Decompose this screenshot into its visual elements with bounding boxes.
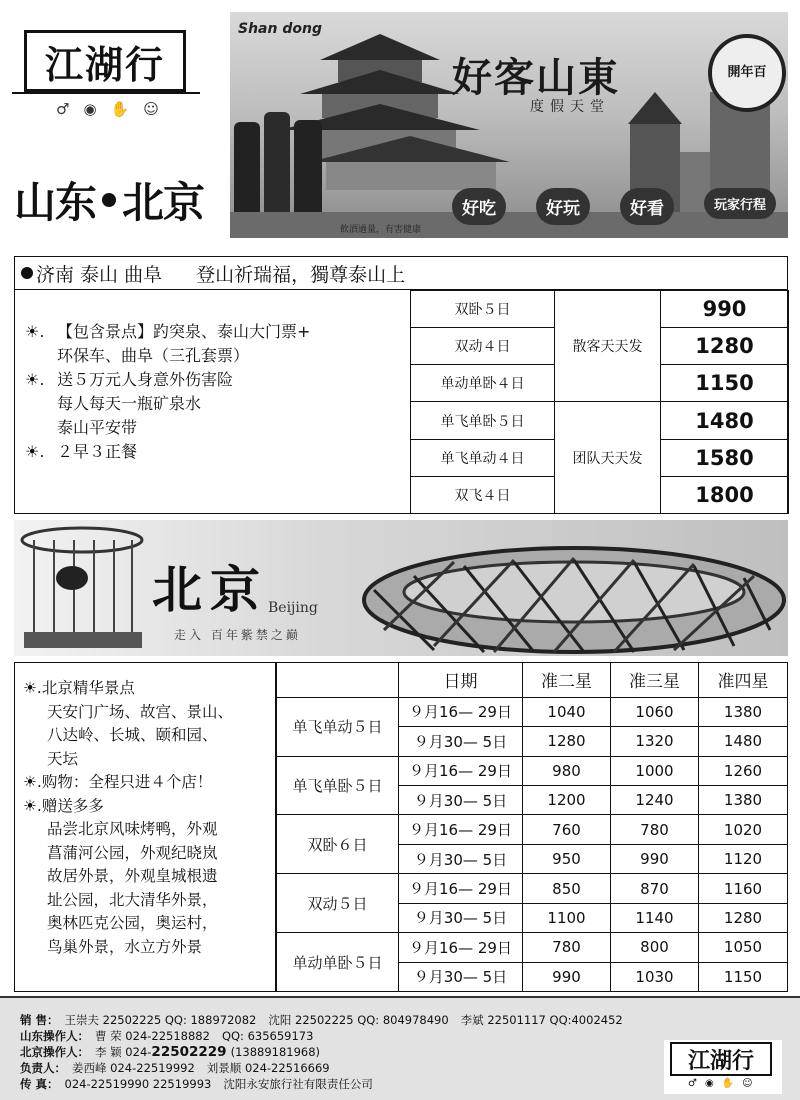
hero-tag: 玩家行程 (704, 188, 776, 219)
table-row (411, 402, 789, 439)
beijing-features (14, 662, 276, 992)
footer-contact: 李 颖 024- (95, 1045, 152, 1059)
feature-text: 送５万元人身意外伤害险 (57, 370, 234, 389)
trip-name: 双卧６日 (277, 815, 399, 874)
hero-slogan: 好客山東 (452, 54, 620, 101)
feature-title: 购物：全程只进４个店！ (41, 773, 213, 791)
route-title-right: 北京 (122, 178, 205, 227)
price-cell: 760 (523, 815, 611, 844)
price-cell: 850 (523, 874, 611, 903)
footer-label: 山东操作人： (20, 1029, 89, 1043)
hero-caption: 飲酒過量，有害健康 (340, 225, 422, 235)
feature-title: 北京精华景点 (41, 679, 135, 697)
beijing-banner (14, 520, 788, 656)
feature-text: 【包含景点】趵突泉、泰山大门票+ (57, 322, 311, 341)
table-row (277, 874, 788, 903)
foot-icon: ♂ (56, 100, 84, 118)
price-cell: 1060 (611, 697, 699, 726)
price-cell: 1280 (699, 903, 788, 932)
footer-label: 传 真： (20, 1077, 59, 1091)
feature-item (25, 368, 410, 392)
footer-contact: 姜西峰 024-22519992 (72, 1061, 195, 1075)
column-header: 日期 (399, 663, 523, 698)
trip-name: 单飞单动４日 (411, 439, 555, 476)
feature-text: ２早３正餐 (57, 442, 138, 461)
footer (0, 996, 800, 1100)
table-row (277, 697, 788, 726)
table-row (277, 815, 788, 844)
footer-shandong-operator (20, 1028, 325, 1044)
feature-text: 八达岭、长城、颐和园、 (47, 726, 218, 744)
feature-text: 品尝北京风味烤鸭，外观 (47, 820, 218, 838)
smile-icon: ☺ (742, 1078, 761, 1089)
feature-text: 址公园，北大清华外景， (47, 890, 218, 909)
footer-beijing-operator (20, 1044, 332, 1060)
feature-title: 赠送多多 (41, 796, 104, 815)
date-range: ９月30— 5日 (399, 962, 523, 991)
price-cell: 1020 (699, 815, 788, 844)
footer-contact: 刘景顺 024-22516669 (206, 1061, 330, 1075)
price-cell: 1150 (699, 962, 788, 991)
price-cell: 1140 (611, 903, 699, 932)
table-header-row (277, 663, 788, 698)
hero-tag: 好玩 (536, 188, 590, 225)
feature-text: 天安门广场、故宫、景山、 (47, 702, 234, 721)
feature-text: 每人每天一瓶矿泉水 (57, 394, 202, 413)
footer-mobile: (13889181968) (230, 1045, 321, 1059)
eye-icon: ◉ (704, 1078, 722, 1089)
hero-banner (230, 12, 788, 238)
trip-name: 单飞单卧５日 (277, 756, 399, 815)
price-cell: 1160 (699, 874, 788, 903)
date-range: ９月16— 29日 (399, 933, 523, 962)
date-range: ９月30— 5日 (399, 727, 523, 756)
footer-label: 负责人： (20, 1061, 66, 1075)
footer-contact: 024-22519990 22519993 (64, 1077, 212, 1091)
trip-price: 1150 (661, 365, 789, 402)
price-cell: 1050 (699, 933, 788, 962)
price-cell: 1030 (611, 962, 699, 991)
footer-label: 北京操作人： (20, 1045, 89, 1059)
route-title (14, 160, 224, 240)
date-range: ９月30— 5日 (399, 786, 523, 815)
brand-name: 江湖行 (670, 1042, 772, 1076)
route-title-left: 山东 (14, 178, 97, 227)
trip-name: 单动单卧５日 (277, 933, 399, 992)
price-cell: 1240 (611, 786, 699, 815)
feature-item (25, 320, 410, 344)
footer-managers (20, 1060, 342, 1076)
price-cell: 780 (611, 815, 699, 844)
trip-name: 双飞４日 (411, 476, 555, 513)
feature-text: 环保车、曲阜（三孔套票） (57, 346, 250, 365)
footer-sales (20, 1012, 635, 1028)
price-cell: 1380 (699, 697, 788, 726)
trip-name: 单飞单动５日 (277, 697, 399, 756)
footer-contact: QQ: 635659173 (221, 1029, 314, 1043)
date-range: ９月16— 29日 (399, 874, 523, 903)
hero-tag: 好看 (620, 188, 674, 225)
hero-stamp: 開年百 (708, 34, 786, 112)
footer-label: 销 售： (20, 1013, 59, 1027)
price-cell: 1380 (699, 786, 788, 815)
feature-item (23, 677, 275, 701)
price-cell: 1040 (523, 697, 611, 726)
beijing-price-table (276, 662, 788, 992)
sun-icon: ☀. (23, 796, 42, 815)
feature-text: 天坛 (47, 749, 79, 768)
beijing-en: Beijing (268, 600, 318, 616)
logo-divider (12, 92, 200, 94)
shandong-slogan: 登山祈瑞福，獨尊泰山上 (196, 263, 406, 286)
beijing-title: 北京 (152, 560, 268, 619)
feature-text: 故居外景，外观皇城根遗 (47, 867, 218, 885)
price-cell: 990 (611, 844, 699, 873)
price-cell: 950 (523, 844, 611, 873)
trip-name: 单飞单卧５日 (411, 402, 555, 439)
feature-item (23, 771, 275, 795)
trip-price: 1280 (661, 328, 789, 365)
price-cell: 990 (523, 962, 611, 991)
brand-icon-row (688, 1078, 761, 1089)
foot-icon: ♂ (688, 1078, 705, 1089)
brand-icon-row (56, 100, 173, 118)
date-range: ９月30— 5日 (399, 903, 523, 932)
footer-company: 沈阳永安旅行社有限责任公司 (223, 1077, 373, 1091)
feature-text: 鸟巢外景，水立方外景 (47, 937, 203, 956)
hero-subtitle: 度假天堂 (530, 99, 610, 115)
table-row (277, 933, 788, 962)
price-cell: 980 (523, 756, 611, 785)
shandong-cities: 济南 泰山 曲阜 (36, 263, 163, 286)
trip-price: 990 (661, 291, 789, 328)
route-dot (102, 193, 116, 207)
price-cell: 1280 (523, 727, 611, 756)
sun-icon: ☀. (23, 679, 42, 697)
table-row (277, 756, 788, 785)
footer-logo (664, 1040, 782, 1094)
table-header-corner (277, 663, 399, 698)
column-header: 准四星 (699, 663, 788, 698)
feature-text: 泰山平安带 (57, 418, 138, 437)
price-cell: 1000 (611, 756, 699, 785)
price-cell: 870 (611, 874, 699, 903)
price-cell: 1120 (699, 844, 788, 873)
column-header: 准三星 (611, 663, 699, 698)
footer-contact: 李斌 22501117 QQ:4002452 (460, 1013, 623, 1027)
eye-icon: ◉ (83, 100, 111, 118)
bullet-icon (21, 267, 33, 279)
price-cell: 780 (523, 933, 611, 962)
shandong-header (14, 256, 788, 290)
trip-name: 双动４日 (411, 328, 555, 365)
trip-name: 单动单卧４日 (411, 365, 555, 402)
trip-price: 1580 (661, 439, 789, 476)
date-range: ９月16— 29日 (399, 815, 523, 844)
sun-icon: ☀. (25, 442, 45, 461)
price-cell: 1480 (699, 727, 788, 756)
footer-fax (20, 1076, 385, 1092)
feature-text: 菖蒲河公园，外观纪晓岚 (47, 843, 218, 862)
date-range: ９月16— 29日 (399, 756, 523, 785)
brand-name: 江湖行 (24, 30, 186, 92)
date-range: ９月16— 29日 (399, 697, 523, 726)
table-row (411, 291, 789, 328)
group-label: 散客天天发 (555, 291, 661, 402)
sun-icon: ☀. (25, 322, 45, 341)
feature-text: 奥林匹克公园，奥运村， (47, 914, 218, 932)
price-cell: 1260 (699, 756, 788, 785)
footer-contact: 沈阳 22502225 QQ: 804978490 (268, 1013, 449, 1027)
footer-contact: 曹 荣 024-22518882 (95, 1029, 210, 1043)
hand-icon: ✋ (721, 1078, 743, 1089)
footer-contact: 王崇夫 22502225 QQ: 188972082 (64, 1013, 257, 1027)
trip-price: 1480 (661, 402, 789, 439)
group-label: 团队天天发 (555, 402, 661, 514)
price-cell: 1320 (611, 727, 699, 756)
shandong-logo: Shan dong (238, 21, 322, 37)
shandong-price-table (410, 290, 789, 514)
smile-icon: ☺ (143, 100, 173, 118)
price-cell: 1100 (523, 903, 611, 932)
trip-price: 1800 (661, 476, 789, 513)
trip-name: 双卧５日 (411, 291, 555, 328)
feature-item (25, 440, 410, 464)
hand-icon: ✋ (110, 100, 144, 118)
feature-item (23, 795, 275, 819)
brand-logo (12, 16, 202, 126)
column-header: 准二星 (523, 663, 611, 698)
sun-icon: ☀. (23, 773, 42, 791)
shandong-features (15, 290, 410, 514)
price-cell: 800 (611, 933, 699, 962)
beijing-tagline: 走入 百年紫禁之巅 (174, 628, 301, 642)
sun-icon: ☀. (25, 370, 45, 389)
hero-tag: 好吃 (452, 188, 506, 225)
trip-name: 双动５日 (277, 874, 399, 933)
date-range: ９月30— 5日 (399, 844, 523, 873)
birdcage-and-stadium (14, 520, 788, 656)
footer-phone: 22502229 (151, 1044, 227, 1060)
price-cell: 1200 (523, 786, 611, 815)
shandong-body (14, 290, 788, 514)
